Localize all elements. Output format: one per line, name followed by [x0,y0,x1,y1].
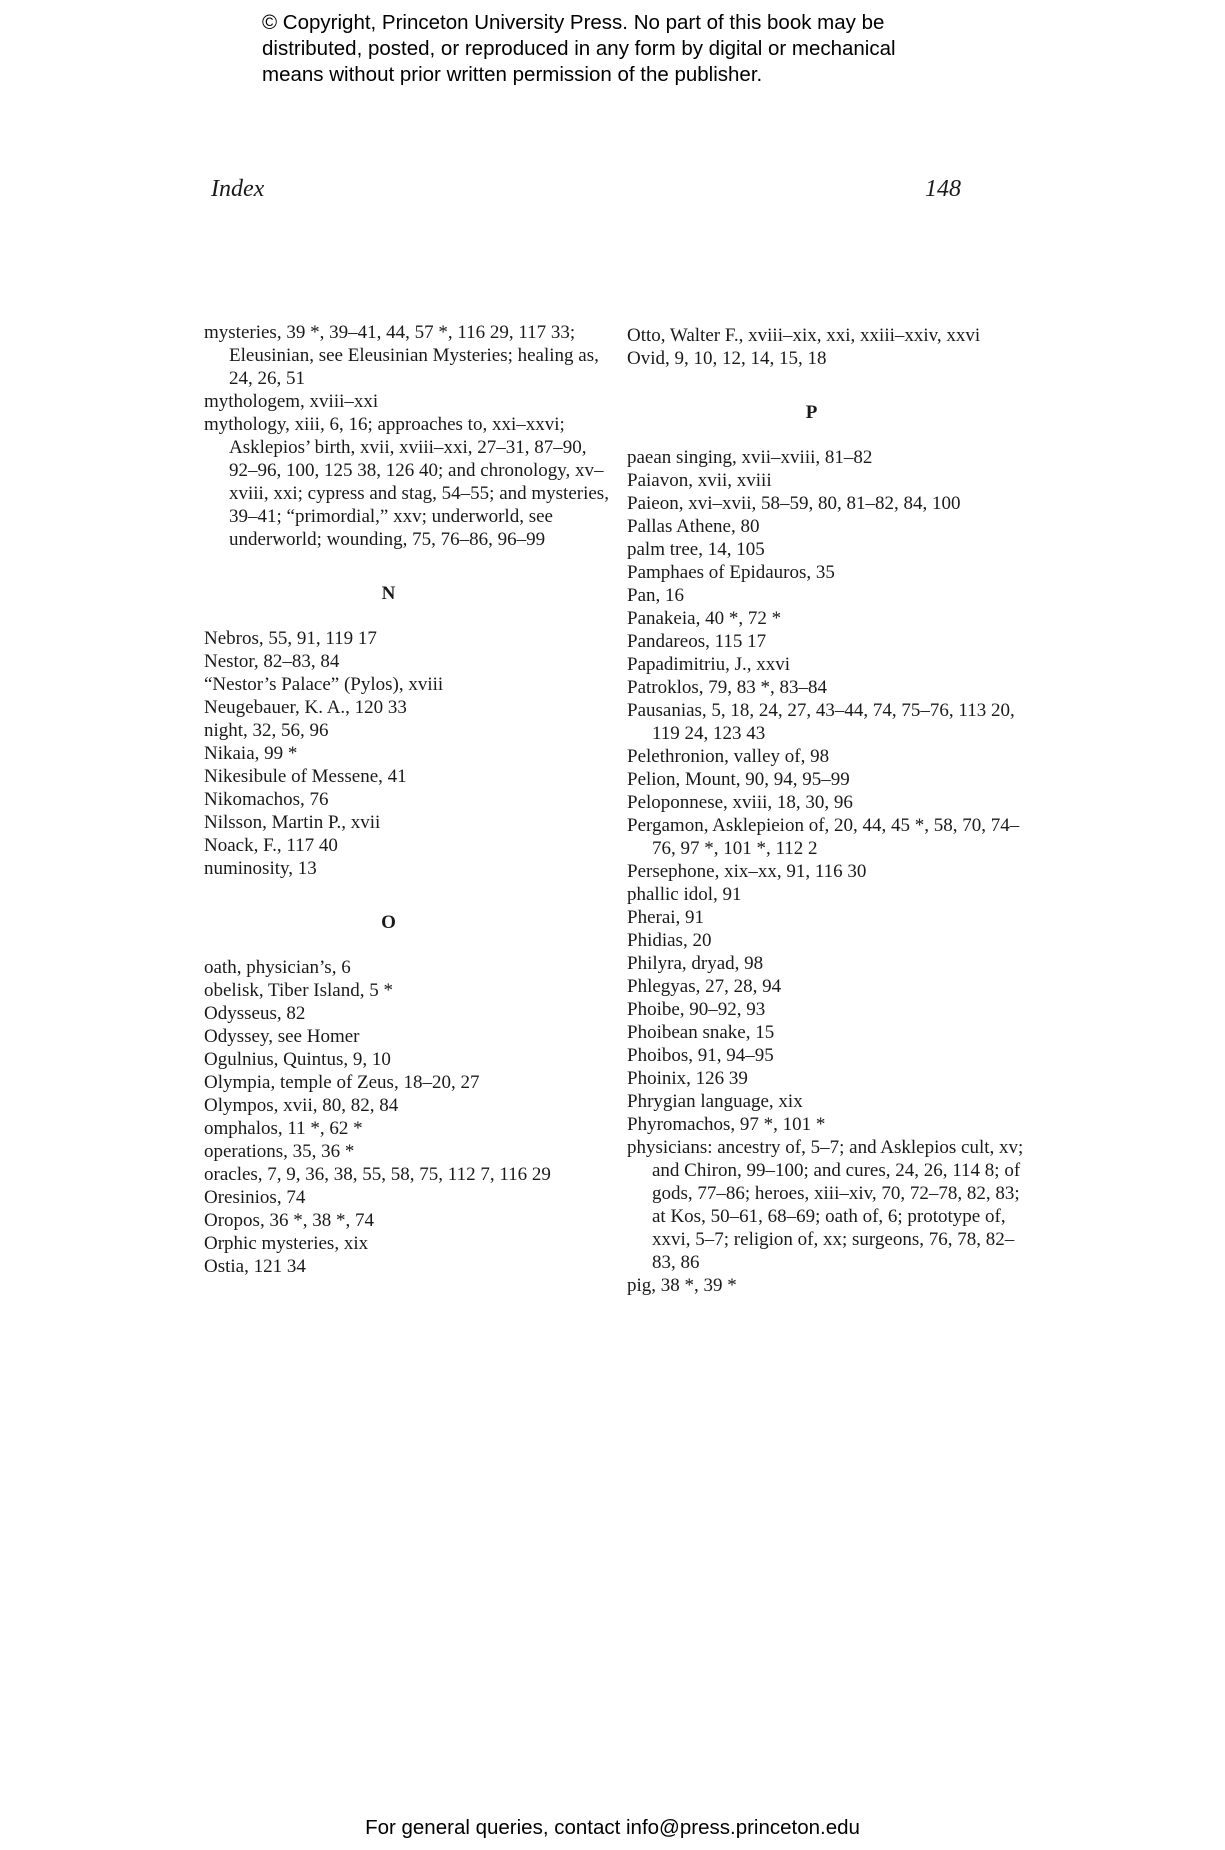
index-entry: mythology, xiii, 6, 16; approaches to, xxi–xxvi; Asklepios’ birth, xvii, xviii–xxi, 27–31, 87–90, 92–96, 100, 125 38, 126 40; and chronology, xv–xviii, xxi; cypress and stag, 54–55; and mysteries, 39–41; “primordial,” xxv; underworld, see underworld; wounding, 75, 76–86, 96–99 [204,414,609,550]
index-entry: Ovid, 9, 10, 12, 14, 15, 18 [627,348,827,369]
index-entry: phallic idol, 91 [627,884,742,905]
index-entry: Pelethronion, valley of, 98 [627,746,830,767]
index-entry: omphalos, 11 *, 62 * [204,1118,363,1139]
index-entry: Oropos, 36 *, 38 *, 74 [204,1210,374,1231]
index-entry: Phoinix, 126 39 [627,1068,748,1089]
index-entry: Pamphaes of Epidauros, 35 [627,562,835,583]
index-entry: Papadimitriu, J., xxvi [627,654,791,675]
index-entry: paean singing, xvii–xviii, 81–82 [627,447,873,468]
index-entry: Phyromachos, 97 *, 101 * [627,1114,826,1135]
index-entry: Ogulnius, Quintus, 9, 10 [204,1049,391,1070]
index-entry: Nikesibule of Messene, 41 [204,766,407,787]
index-entry: night, 32, 56, 96 [204,720,329,741]
index-entry: physicians: ancestry of, 5–7; and Asklepios cult, xv; and Chiron, 99–100; and cures, 24, 26, 114 8; of gods, 77–86; heroes, xiii–xiv, 70, 72–78, 82, 83; at Kos, 50–61, 68–69; oath of, 6; prototype of, xxvi, 5–7; religion of, xx; surgeons, 76, 78, 82–83, 86 [627,1137,1024,1273]
index-column-left [204,321,614,1278]
footer-contact: For general queries, contact info@press.princeton.edu [365,1816,860,1839]
index-entry: Olympia, temple of Zeus, 18–20, 27 [204,1072,480,1093]
section-title: Index [211,176,265,202]
index-column-right [627,324,1037,1297]
index-entry: Patroklos, 79, 83 *, 83–84 [627,677,828,698]
index-entry: numinosity, 13 [204,858,317,879]
index-entry: Neugebauer, K. A., 120 33 [204,697,407,718]
page-number: 148 [925,176,961,202]
index-entry: Orphic mysteries, xix [204,1233,369,1254]
index-entry: Nebros, 55, 91, 119 17 [204,628,377,649]
index-entry: Phlegyas, 27, 28, 94 [627,976,782,997]
index-entry: Noack, F., 117 40 [204,835,338,856]
section-letter: N [381,583,397,604]
index-entry: Phoibean snake, 15 [627,1022,775,1043]
index-entry: Otto, Walter F., xviii–xix, xxi, xxiii–xxiv, xxvi [627,325,981,346]
index-entry: Nestor, 82–83, 84 [204,651,340,672]
index-entry: Phidias, 20 [627,930,712,951]
index-entry: palm tree, 14, 105 [627,539,765,560]
copyright-line: © Copyright, Princeton University Press. No part of this book may be [262,11,885,34]
index-entry: Phoibos, 91, 94–95 [627,1045,774,1066]
section-letter: O [381,912,397,933]
copyright-notice [262,10,1022,88]
index-entry: Pelion, Mount, 90, 94, 95–99 [627,769,850,790]
index-entry: mysteries, 39 *, 39–41, 44, 57 *, 116 29, 117 33; Eleusinian, see Eleusinian Mysteries; healing as, 24, 26, 51 [204,322,599,389]
index-entry: Pandareos, 115 17 [627,631,767,652]
index-entry: Philyra, dryad, 98 [627,953,764,974]
index-entry: oracles, 7, 9, 36, 38, 55, 58, 75, 112 7, 116 29 [204,1164,551,1185]
index-entry: Odysseus, 82 [204,1003,306,1024]
index-entry: Pan, 16 [627,585,684,606]
index-entry: Nikomachos, 76 [204,789,329,810]
index-entry: Ostia, 121 34 [204,1256,306,1277]
index-entry: “Nestor’s Palace” (Pylos), xviii [204,674,444,695]
section-letter: P [805,402,819,423]
index-entry: obelisk, Tiber Island, 5 * [204,980,393,1001]
index-entry: pig, 38 *, 39 * [627,1275,737,1296]
index-entry: Pherai, 91 [627,907,705,928]
index-entry: oath, physician’s, 6 [204,957,351,978]
index-entry: mythologem, xviii–xxi [204,391,379,412]
index-entry: Peloponnese, xviii, 18, 30, 96 [627,792,853,813]
index-entry: Pausanias, 5, 18, 24, 27, 43–44, 74, 75–76, 113 20, 119 24, 123 43 [627,700,1015,744]
copyright-line: means without prior written permission of the publisher. [262,63,763,86]
index-entry: Paiavon, xvii, xviii [627,470,772,491]
copyright-line: distributed, posted, or reproduced in any form by digital or mechanical [262,37,896,60]
index-entry: Panakeia, 40 *, 72 * [627,608,782,629]
index-entry: operations, 35, 36 * [204,1141,355,1162]
index-entry: Nikaia, 99 * [204,743,298,764]
index-entry: Phoibe, 90–92, 93 [627,999,766,1020]
index-entry: Pallas Athene, 80 [627,516,760,537]
index-entry: Pergamon, Asklepieion of, 20, 44, 45 *, 58, 70, 74–76, 97 *, 101 *, 112 2 [627,815,1020,859]
index-entry: Paieon, xvi–xvii, 58–59, 80, 81–82, 84, 100 [627,493,961,514]
index-entry: Phrygian language, xix [627,1091,803,1112]
index-entry: Nilsson, Martin P., xvii [204,812,381,833]
index-entry: Oresinios, 74 [204,1187,306,1208]
running-header [211,176,961,203]
index-entry: Persephone, xix–xx, 91, 116 30 [627,861,867,882]
index-entry: Odyssey, see Homer [204,1026,360,1047]
index-entry: Olympos, xvii, 80, 82, 84 [204,1095,399,1116]
